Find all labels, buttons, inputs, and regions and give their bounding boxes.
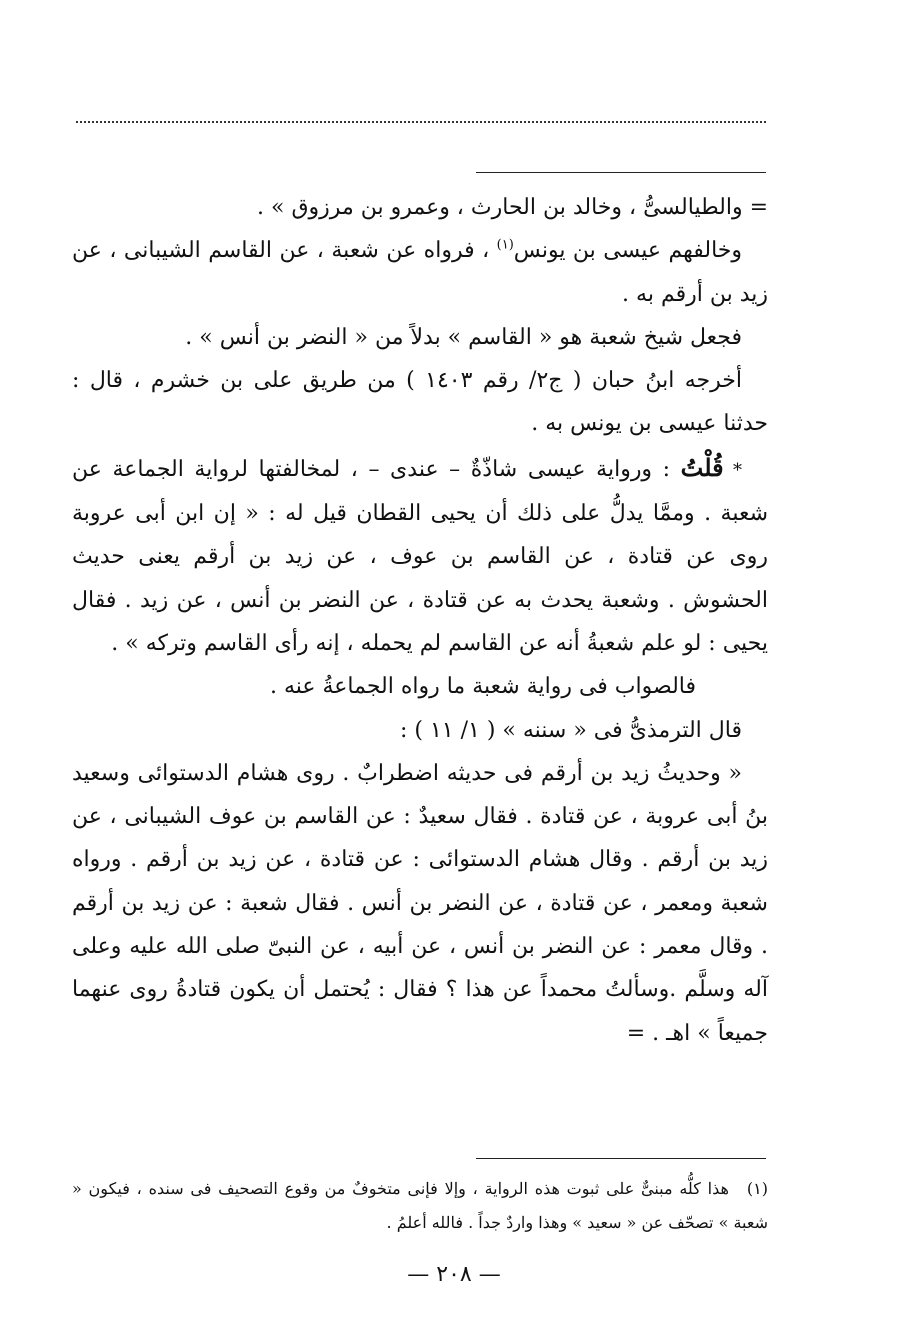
- footnote-paragraph: [72, 1172, 768, 1240]
- paragraph-tirmidhi-quote: « وحديثُ زيد بن أرقم فى حديثه اضطرابٌ . روى هشام الدستوائى وسعيد بنُ أبى عروبة ، عن قتادة . فقال سعيدٌ : عن القاسم بن عوف الشيبانى ، عن زيد بن أرقم . وقال هشام الدستوائى : عن قتادة ، عن زيد بن أرقم . ورواه شعبة ومعمر ، عن قتادة ، عن النضر بن أنس . فقال شعبة : عن زيد بن أرقم . وقال معمر : عن النضر بن أنس ، عن أبيه ، عن النبىّ صلى الله عليه وعلى آله وسلَّم .وسألتُ محمداً عن هذا ؟ فقال : يُحتمل أن يكون قتادةُ روى عنهما جميعاً » اهـ . =: [72, 760, 768, 1046]
- paragraph-continuation: = والطيالسىُّ ، وخالد بن الحارث ، وعمرو بن مرزوق » .: [257, 195, 768, 220]
- paragraph-akhrajahu: أخرجه ابنُ حبان ( ج٢/ رقم ١٤٠٣ ) من طريق على بن خشرم ، قال : حدثنا عيسى بن يونس به .: [72, 368, 768, 437]
- paragraph-khalafahum-text-a: وخالفهم عيسى بن يونس: [513, 238, 743, 264]
- paragraph-khalafahum-text-b: ، فرواه عن شعبة ، عن القاسم الشيبانى ، عن زيد بن أرقم به .: [72, 238, 768, 307]
- continuation-rule: [476, 172, 766, 173]
- paragraph-qult: [72, 446, 768, 665]
- footnote-reference: (١): [496, 237, 514, 253]
- paragraph-tirmidhi-intro: قال الترمذىُّ فى « سننه » ( ١/ ١١ ) :: [399, 717, 742, 743]
- header-dotted-rule: [76, 121, 766, 123]
- star-marker: *: [723, 459, 742, 481]
- paragraph-qult-text: : ورواية عيسى شاذّةٌ – عندى – ، لمخالفتها لرواية الجماعة عن شعبة . وممَّا يدلُّ على ذلك أن يحيى القطان قيل له : « إن ابن أبى عروبة روى عن قتادة ، عن القاسم بن عوف ، عن زيد بن أرقم يعنى حديث الحشوش . وشعبة يحدث به عن قتادة ، عن النضر بن أنس ، عن زيد . فقال يحيى : لو علم شعبةُ أنه عن القاسم لم يحمله ، إنه رأى القاسم وتركه » .: [72, 456, 768, 656]
- qult-heading: قُلْتُ: [680, 452, 724, 482]
- paragraph-fajaala: فجعل شيخ شعبة هو « القاسم » بدلاً من « النضر بن أنس » .: [185, 324, 742, 350]
- paragraph-sawab: فالصواب فى رواية شعبة ما رواه الجماعةُ عنه .: [269, 674, 696, 700]
- footnote: [72, 1172, 768, 1240]
- footnote-number: (١): [746, 1179, 768, 1198]
- footnote-rule: [476, 1158, 766, 1159]
- page-number: — ٢٠٨ —: [407, 1262, 501, 1287]
- paragraph-khalafahum: [72, 229, 768, 316]
- main-text: [72, 186, 768, 1055]
- footnote-text: هذا كلُّه مبنىٌّ على ثبوت هذه الرواية ، وإلا فإنى متخوفٌ من وقوع التصحيف فى سنده ، فيكون « شعبة » تصحّف عن « سعيد » وهذا واردٌ جداً . فالله أعلمُ .: [72, 1179, 768, 1232]
